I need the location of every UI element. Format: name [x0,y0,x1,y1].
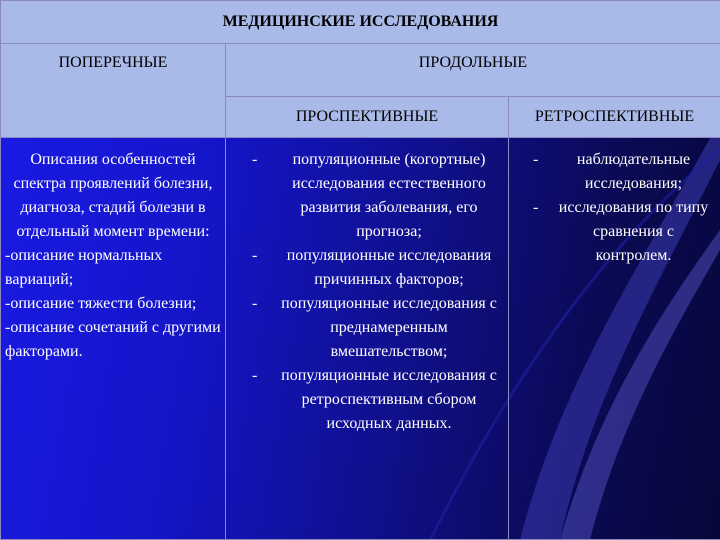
list-item: - популяционные исследования с ретроспективным сбором исходных данных. [252,367,497,432]
list-item: - популяционные исследования с преднамеренным вмешательством; [252,295,497,360]
retrospective-cell [509,138,720,540]
cross-item-1: -описание нормальных вариаций; [5,247,163,288]
header-prospective: ПРОСПЕКТИВНЫЕ [226,97,509,138]
cross-sectional-intro: Описания особенностей спектра проявлений болезни, диагноза, стадий болезни в отдельный момент времени: [13,151,213,240]
list-item: - популяционные исследования причинных факторов; [252,247,492,288]
prospective-cell [226,138,509,540]
header-longitudinal: ПРОДОЛЬНЫЕ [226,44,720,97]
table-title: МЕДИЦИНСКИЕ ИССЛЕДОВАНИЯ [1,1,720,44]
header-cross-sectional: ПОПЕРЕЧНЫЕ [1,44,226,138]
list-item: - исследования по типу сравнения с контролем. [533,199,709,264]
cross-item-2: -описание тяжести болезни; [5,295,197,312]
cross-sectional-cell [1,138,226,540]
cross-item-3: -описание сочетаний с другими факторами. [5,319,221,360]
list-item: - популяционные (когортные) исследования естественного развития заболевания, его прогноза; [252,151,486,240]
header-retrospective: РЕТРОСПЕКТИВНЫЕ [509,97,720,138]
list-item: - наблюдательные исследования; [533,151,691,192]
